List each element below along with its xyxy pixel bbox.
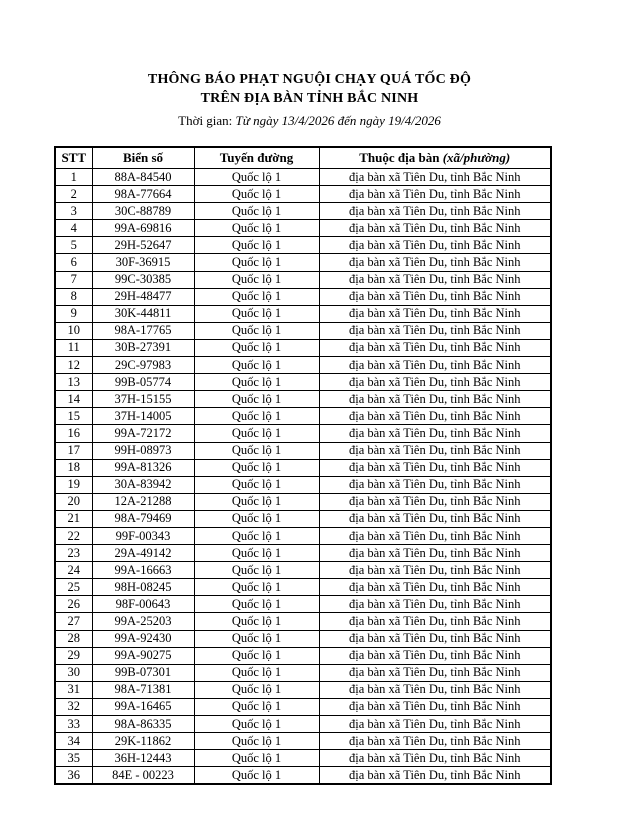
cell-stt: 20 [55, 493, 92, 510]
cell-area: địa bàn xã Tiên Du, tỉnh Bắc Ninh [319, 203, 551, 220]
cell-route: Quốc lộ 1 [194, 716, 319, 733]
cell-plate: 99H-08973 [92, 442, 194, 459]
cell-route: Quốc lộ 1 [194, 374, 319, 391]
cell-area: địa bàn xã Tiên Du, tỉnh Bắc Ninh [319, 391, 551, 408]
table-row [55, 169, 551, 186]
cell-area: địa bàn xã Tiên Du, tỉnh Bắc Ninh [319, 716, 551, 733]
cell-area: địa bàn xã Tiên Du, tỉnh Bắc Ninh [319, 698, 551, 715]
cell-plate: 99A-16663 [92, 562, 194, 579]
document-title [0, 70, 619, 108]
cell-area: địa bàn xã Tiên Du, tỉnh Bắc Ninh [319, 254, 551, 271]
cell-route: Quốc lộ 1 [194, 733, 319, 750]
cell-stt: 34 [55, 733, 92, 750]
cell-area: địa bàn xã Tiên Du, tỉnh Bắc Ninh [319, 664, 551, 681]
cell-area: địa bàn xã Tiên Du, tỉnh Bắc Ninh [319, 767, 551, 785]
cell-area: địa bàn xã Tiên Du, tỉnh Bắc Ninh [319, 271, 551, 288]
table-row [55, 237, 551, 254]
cell-route: Quốc lộ 1 [194, 630, 319, 647]
cell-area: địa bàn xã Tiên Du, tỉnh Bắc Ninh [319, 613, 551, 630]
cell-plate: 29H-48477 [92, 288, 194, 305]
cell-plate: 29C-97983 [92, 357, 194, 374]
cell-stt: 24 [55, 562, 92, 579]
cell-route: Quốc lộ 1 [194, 408, 319, 425]
table-row [55, 374, 551, 391]
cell-area: địa bàn xã Tiên Du, tỉnh Bắc Ninh [319, 459, 551, 476]
cell-stt: 16 [55, 425, 92, 442]
cell-plate: 99A-25203 [92, 613, 194, 630]
table-row [55, 613, 551, 630]
cell-area: địa bàn xã Tiên Du, tỉnh Bắc Ninh [319, 562, 551, 579]
cell-stt: 29 [55, 647, 92, 664]
cell-route: Quốc lộ 1 [194, 271, 319, 288]
cell-plate: 99F-00343 [92, 527, 194, 544]
table-row [55, 527, 551, 544]
cell-stt: 3 [55, 203, 92, 220]
cell-stt: 12 [55, 357, 92, 374]
header-area [319, 147, 551, 169]
cell-area: địa bàn xã Tiên Du, tỉnh Bắc Ninh [319, 596, 551, 613]
cell-area: địa bàn xã Tiên Du, tỉnh Bắc Ninh [319, 733, 551, 750]
table-row [55, 408, 551, 425]
cell-area: địa bàn xã Tiên Du, tỉnh Bắc Ninh [319, 493, 551, 510]
table-row [55, 357, 551, 374]
table-row [55, 716, 551, 733]
cell-plate: 30A-83942 [92, 476, 194, 493]
cell-route: Quốc lộ 1 [194, 288, 319, 305]
cell-area: địa bàn xã Tiên Du, tỉnh Bắc Ninh [319, 545, 551, 562]
cell-stt: 35 [55, 750, 92, 767]
cell-plate: 37H-15155 [92, 391, 194, 408]
cell-area: địa bàn xã Tiên Du, tỉnh Bắc Ninh [319, 750, 551, 767]
table-row [55, 288, 551, 305]
cell-area: địa bàn xã Tiên Du, tỉnh Bắc Ninh [319, 220, 551, 237]
table-row [55, 510, 551, 527]
cell-stt: 8 [55, 288, 92, 305]
cell-plate: 98A-77664 [92, 186, 194, 203]
cell-stt: 26 [55, 596, 92, 613]
cell-stt: 2 [55, 186, 92, 203]
cell-plate: 30K-44811 [92, 305, 194, 322]
cell-route: Quốc lộ 1 [194, 220, 319, 237]
cell-stt: 32 [55, 698, 92, 715]
table-row [55, 391, 551, 408]
table-body [55, 169, 551, 785]
cell-route: Quốc lộ 1 [194, 493, 319, 510]
cell-area: địa bàn xã Tiên Du, tỉnh Bắc Ninh [319, 305, 551, 322]
header-plate: Biển số [92, 147, 194, 169]
cell-plate: 98F-00643 [92, 596, 194, 613]
table-row [55, 750, 551, 767]
cell-stt: 18 [55, 459, 92, 476]
header-area-label: Thuộc địa bàn [359, 150, 443, 165]
cell-route: Quốc lộ 1 [194, 510, 319, 527]
cell-stt: 9 [55, 305, 92, 322]
table-row [55, 322, 551, 339]
cell-route: Quốc lộ 1 [194, 664, 319, 681]
cell-stt: 13 [55, 374, 92, 391]
cell-route: Quốc lộ 1 [194, 254, 319, 271]
cell-stt: 23 [55, 545, 92, 562]
cell-route: Quốc lộ 1 [194, 357, 319, 374]
cell-area: địa bàn xã Tiên Du, tỉnh Bắc Ninh [319, 237, 551, 254]
cell-route: Quốc lộ 1 [194, 322, 319, 339]
cell-stt: 31 [55, 681, 92, 698]
cell-plate: 88A-84540 [92, 169, 194, 186]
cell-route: Quốc lộ 1 [194, 613, 319, 630]
table-row [55, 664, 551, 681]
cell-plate: 98A-79469 [92, 510, 194, 527]
cell-plate: 99A-90275 [92, 647, 194, 664]
table-row [55, 459, 551, 476]
cell-plate: 37H-14005 [92, 408, 194, 425]
cell-area: địa bàn xã Tiên Du, tỉnh Bắc Ninh [319, 527, 551, 544]
table-row [55, 476, 551, 493]
cell-plate: 29H-52647 [92, 237, 194, 254]
cell-area: địa bàn xã Tiên Du, tỉnh Bắc Ninh [319, 339, 551, 356]
cell-stt: 21 [55, 510, 92, 527]
table-row [55, 562, 551, 579]
document-subtitle [0, 112, 619, 129]
cell-area: địa bàn xã Tiên Du, tỉnh Bắc Ninh [319, 408, 551, 425]
cell-area: địa bàn xã Tiên Du, tỉnh Bắc Ninh [319, 681, 551, 698]
cell-stt: 22 [55, 527, 92, 544]
subtitle-date-range: Từ ngày 13/4/2026 đến ngày 19/4/2026 [235, 113, 441, 128]
cell-route: Quốc lộ 1 [194, 545, 319, 562]
cell-route: Quốc lộ 1 [194, 186, 319, 203]
cell-route: Quốc lộ 1 [194, 203, 319, 220]
table-row [55, 698, 551, 715]
cell-area: địa bàn xã Tiên Du, tỉnh Bắc Ninh [319, 630, 551, 647]
cell-area: địa bàn xã Tiên Du, tỉnh Bắc Ninh [319, 374, 551, 391]
cell-route: Quốc lộ 1 [194, 391, 319, 408]
cell-plate: 99A-92430 [92, 630, 194, 647]
cell-area: địa bàn xã Tiên Du, tỉnh Bắc Ninh [319, 288, 551, 305]
cell-stt: 1 [55, 169, 92, 186]
cell-route: Quốc lộ 1 [194, 237, 319, 254]
cell-plate: 98H-08245 [92, 579, 194, 596]
cell-stt: 14 [55, 391, 92, 408]
table-row [55, 681, 551, 698]
cell-stt: 6 [55, 254, 92, 271]
cell-area: địa bàn xã Tiên Du, tỉnh Bắc Ninh [319, 322, 551, 339]
table-row [55, 647, 551, 664]
cell-stt: 36 [55, 767, 92, 785]
cell-area: địa bàn xã Tiên Du, tỉnh Bắc Ninh [319, 186, 551, 203]
cell-stt: 7 [55, 271, 92, 288]
cell-plate: 99A-69816 [92, 220, 194, 237]
cell-route: Quốc lộ 1 [194, 579, 319, 596]
cell-plate: 30C-88789 [92, 203, 194, 220]
cell-plate: 98A-71381 [92, 681, 194, 698]
cell-plate: 12A-21288 [92, 493, 194, 510]
header-area-note: (xã/phường) [442, 150, 511, 165]
cell-stt: 10 [55, 322, 92, 339]
cell-area: địa bàn xã Tiên Du, tỉnh Bắc Ninh [319, 169, 551, 186]
cell-stt: 11 [55, 339, 92, 356]
table-row [55, 596, 551, 613]
header-stt: STT [55, 147, 92, 169]
cell-route: Quốc lộ 1 [194, 425, 319, 442]
table-row [55, 339, 551, 356]
header-route: Tuyến đường [194, 147, 319, 169]
cell-stt: 30 [55, 664, 92, 681]
cell-route: Quốc lộ 1 [194, 305, 319, 322]
cell-stt: 17 [55, 442, 92, 459]
cell-area: địa bàn xã Tiên Du, tỉnh Bắc Ninh [319, 510, 551, 527]
cell-stt: 15 [55, 408, 92, 425]
table-row [55, 271, 551, 288]
cell-route: Quốc lộ 1 [194, 527, 319, 544]
cell-plate: 99B-07301 [92, 664, 194, 681]
cell-route: Quốc lộ 1 [194, 596, 319, 613]
table-row [55, 220, 551, 237]
cell-route: Quốc lộ 1 [194, 750, 319, 767]
table-row [55, 493, 551, 510]
cell-plate: 29K-11862 [92, 733, 194, 750]
subtitle-label: Thời gian: [178, 113, 236, 128]
cell-route: Quốc lộ 1 [194, 476, 319, 493]
cell-stt: 28 [55, 630, 92, 647]
cell-plate: 30B-27391 [92, 339, 194, 356]
violations-table [54, 146, 552, 785]
cell-route: Quốc lộ 1 [194, 339, 319, 356]
cell-stt: 19 [55, 476, 92, 493]
cell-area: địa bàn xã Tiên Du, tỉnh Bắc Ninh [319, 357, 551, 374]
cell-route: Quốc lộ 1 [194, 459, 319, 476]
cell-stt: 33 [55, 716, 92, 733]
cell-route: Quốc lộ 1 [194, 169, 319, 186]
cell-area: địa bàn xã Tiên Du, tỉnh Bắc Ninh [319, 476, 551, 493]
cell-plate: 29A-49142 [92, 545, 194, 562]
cell-area: địa bàn xã Tiên Du, tỉnh Bắc Ninh [319, 647, 551, 664]
table-row [55, 442, 551, 459]
title-line-2: TRÊN ĐỊA BÀN TỈNH BẮC NINH [200, 91, 419, 106]
cell-plate: 30F-36915 [92, 254, 194, 271]
cell-plate: 99B-05774 [92, 374, 194, 391]
cell-route: Quốc lộ 1 [194, 698, 319, 715]
cell-stt: 4 [55, 220, 92, 237]
cell-route: Quốc lộ 1 [194, 767, 319, 785]
cell-plate: 99A-16465 [92, 698, 194, 715]
cell-plate: 99C-30385 [92, 271, 194, 288]
cell-stt: 25 [55, 579, 92, 596]
cell-area: địa bàn xã Tiên Du, tỉnh Bắc Ninh [319, 579, 551, 596]
table-row [55, 733, 551, 750]
cell-plate: 84E - 00223 [92, 767, 194, 785]
cell-plate: 36H-12443 [92, 750, 194, 767]
table-row [55, 545, 551, 562]
table-row [55, 630, 551, 647]
cell-stt: 5 [55, 237, 92, 254]
cell-plate: 99A-81326 [92, 459, 194, 476]
table-row [55, 254, 551, 271]
cell-plate: 99A-72172 [92, 425, 194, 442]
table-header-row [55, 147, 551, 169]
cell-area: địa bàn xã Tiên Du, tỉnh Bắc Ninh [319, 442, 551, 459]
title-line-1: THÔNG BÁO PHẠT NGUỘI CHẠY QUÁ TỐC ĐỘ [147, 72, 472, 87]
table-row [55, 425, 551, 442]
table-row [55, 767, 551, 785]
table-row [55, 305, 551, 322]
cell-route: Quốc lộ 1 [194, 681, 319, 698]
cell-route: Quốc lộ 1 [194, 442, 319, 459]
cell-route: Quốc lộ 1 [194, 647, 319, 664]
table-row [55, 579, 551, 596]
cell-area: địa bàn xã Tiên Du, tỉnh Bắc Ninh [319, 425, 551, 442]
cell-plate: 98A-86335 [92, 716, 194, 733]
table-row [55, 203, 551, 220]
cell-route: Quốc lộ 1 [194, 562, 319, 579]
table-row [55, 186, 551, 203]
cell-plate: 98A-17765 [92, 322, 194, 339]
cell-stt: 27 [55, 613, 92, 630]
